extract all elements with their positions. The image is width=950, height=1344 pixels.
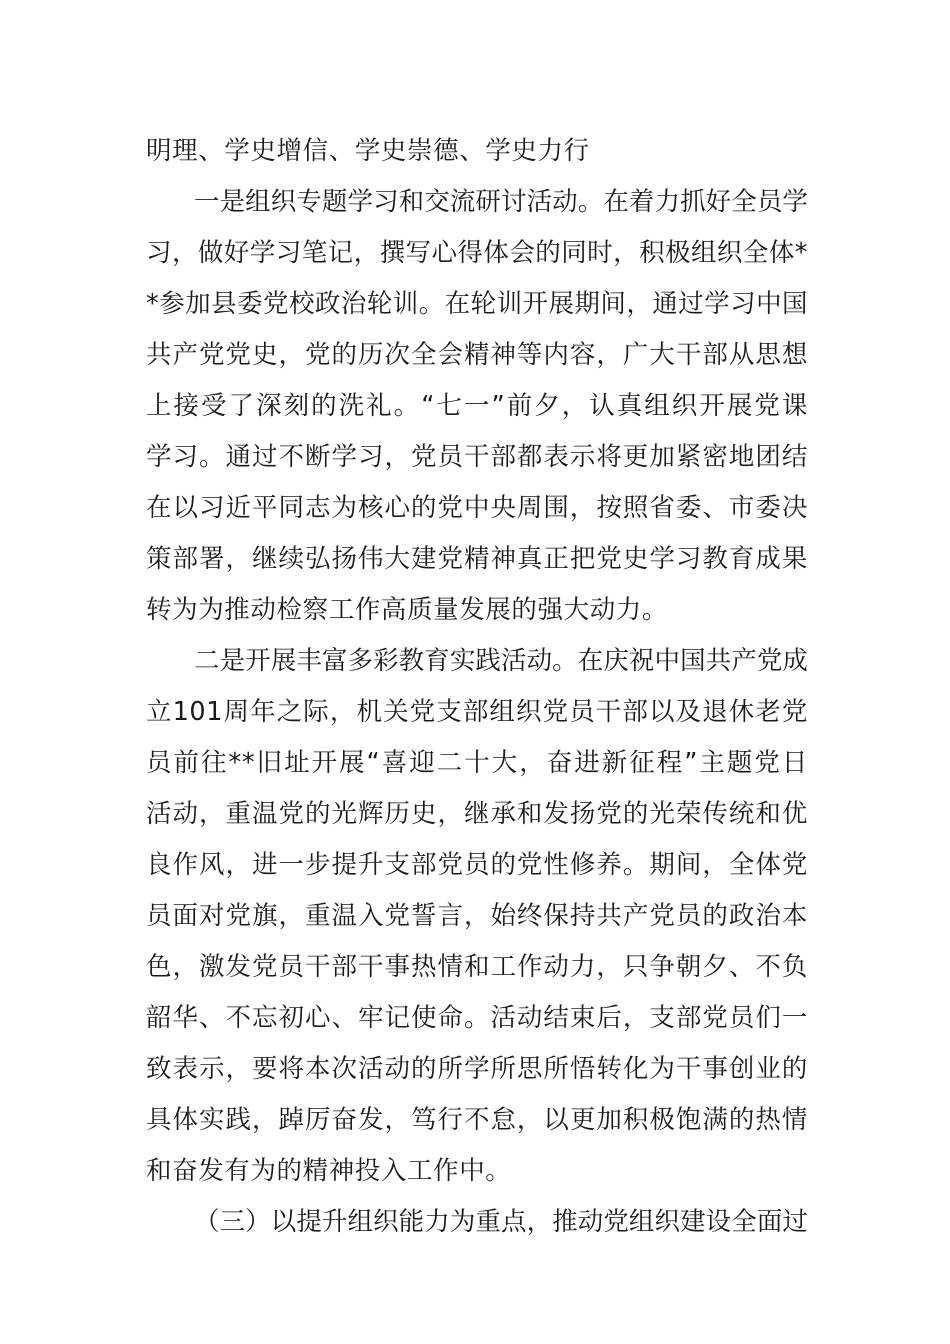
paragraph-1-line-5: 上接受了深刻的洗礼。“七一”前夕，认真组织开展党课 — [146, 391, 808, 421]
paragraph-2-line-2: 立101周年之际，机关党支部组织党员干部以及退休老党 — [146, 697, 808, 727]
text-line-1: 明理、学史增信、学史崇德、学史力行 — [146, 136, 590, 166]
paragraph-2-line-3: 员前往**旧址开展“喜迎二十大，奋进新征程”主题党日 — [146, 748, 808, 778]
paragraph-2-line-10: 具体实践，踔厉奋发，笃行不怠，以更加积极饱满的热情 — [146, 1105, 808, 1135]
paragraph-2-line-6: 员面对党旗，重温入党誓言，始终保持共产党员的政治本 — [146, 901, 808, 931]
paragraph-1-line-9: 转为为推动检察工作高质量发展的强大动力。 — [146, 595, 669, 625]
paragraph-2-line-7: 色，激发党员干部干事热情和工作动力，只争朝夕、不负 — [146, 952, 808, 982]
paragraph-2-line-4: 活动，重温党的光辉历史，继承和发扬党的光荣传统和优 — [146, 799, 808, 829]
paragraph-1-line-8: 策部署，继续弘扬伟大建党精神真正把党史学习教育成果 — [146, 544, 808, 574]
paragraph-1-line-7: 在以习近平同志为核心的党中央周围，按照省委、市委决 — [146, 493, 808, 523]
paragraph-2-line-1: 二是开展丰富多彩教育实践活动。在庆祝中国共产党成 — [194, 646, 808, 676]
paragraph-1-line-3: *参加县委党校政治轮训。在轮训开展期间，通过学习中国 — [146, 289, 808, 319]
paragraph-2-line-8: 韶华、不忘初心、牢记使命。活动结束后，支部党员们一 — [146, 1003, 808, 1033]
paragraph-2-line-11: 和奋发有为的精神投入工作中。 — [146, 1156, 512, 1186]
paragraph-1-line-1: 一是组织专题学习和交流研讨活动。在着力抓好全员学 — [194, 187, 808, 217]
paragraph-2-line-5: 良作风，进一步提升支部党员的党性修养。期间，全体党 — [146, 850, 808, 880]
paragraph-1-line-6: 学习。通过不断学习，党员干部都表示将更加紧密地团结 — [146, 442, 808, 472]
paragraph-2-line-9: 致表示，要将本次活动的所学所思所悟转化为干事创业的 — [146, 1054, 808, 1084]
document-body — [146, 126, 808, 1248]
section-heading-3: （三）以提升组织能力为重点，推动党组织建设全面过 — [194, 1207, 808, 1237]
paragraph-1-line-2: 习，做好学习笔记，撰写心得体会的同时，积极组织全体* — [146, 238, 808, 268]
paragraph-1-line-4: 共产党党史，党的历次全会精神等内容，广大干部从思想 — [146, 340, 808, 370]
